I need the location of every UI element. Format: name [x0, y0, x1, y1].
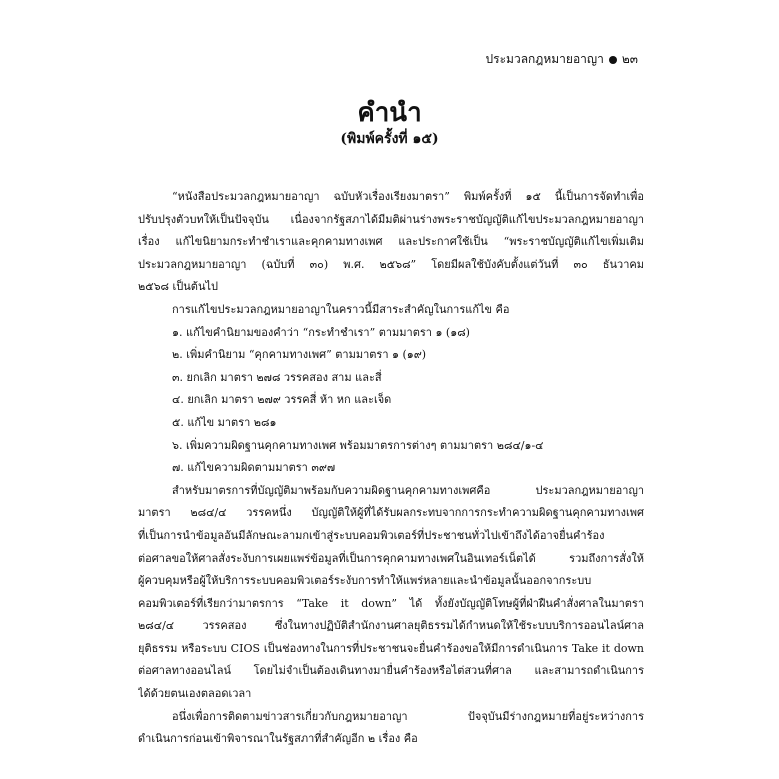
- text-line: ต่อศาลขอให้ศาลสั่งระงับการเผยแพร่ข้อมูลที่เป็นการคุกคามทางเพศในอินเทอร์เน็ตได้ รวมถึงการสั่งให้: [138, 551, 644, 565]
- text-line: ยุติธรรม หรือระบบ CIOS เป็นช่องทางในการที่ประชาชนจะยื่นคำร้องขอให้มีการดำเนินการ Take it down: [138, 641, 644, 655]
- list-item: ๕. แก้ไข มาตรา ๒๘๑: [172, 415, 277, 429]
- running-header-title: ประมวลกฎหมายอาญา: [485, 52, 604, 66]
- text-line: การแก้ไขประมวลกฎหมายอาญาในคราวนี้มีสาระสำคัญในการแก้ไข คือ: [172, 302, 510, 316]
- text-line: อนึ่งเพื่อการติดตามข่าวสารเกี่ยวกับกฎหมายอาญา ปัจจุบันมีร่างกฎหมายที่อยู่ระหว่างการ: [172, 709, 644, 723]
- list-item: ๑. แก้ไขคำนิยามของคำว่า “กระทำชำเรา” ตามมาตรา ๑ (๑๘): [172, 325, 470, 339]
- running-header: [486, 50, 638, 69]
- page-number: ๒๓: [621, 52, 638, 66]
- list-item: ๓. ยกเลิก มาตรา ๒๗๘ วรรคสอง สาม และสี่: [172, 370, 382, 384]
- page-subtitle: (พิมพ์ครั้งที่ ๑๕): [340, 131, 439, 147]
- text-line: เรื่อง แก้ไขนิยามกระทำชำเราและคุกคามทางเพศ และประกาศใช้เป็น “พระราชบัญญัติแก้ไขเพิ่มเติม: [138, 235, 644, 249]
- text-line: “หนังสือประมวลกฎหมายอาญา ฉบับหัวเรื่องเรียงมาตรา” พิมพ์ครั้งที่ ๑๕ นี้เป็นการจัดทำเพื่อ: [172, 190, 644, 203]
- bullet-icon: [609, 56, 617, 64]
- text-line: ดำเนินการก่อนเข้าพิจารณาในรัฐสภาที่สำคัญอีก ๒ เรื่อง คือ: [138, 732, 418, 746]
- preface-body: [138, 186, 644, 751]
- text-line: ที่เป็นการนำข้อมูลอันมีลักษณะลามกเข้าสู่ระบบคอมพิวเตอร์ที่ประชาชนทั่วไปเข้าถึงได้อาจยื่นคำร้อง: [138, 528, 605, 542]
- text-line: ผู้ควบคุมหรือผู้ให้บริการระบบคอมพิวเตอร์ระงับการทำให้แพร่หลายและนำข้อมูลนั้นออกจากระบบ: [138, 574, 592, 588]
- text-line: ปรับปรุงตัวบทให้เป็นปัจจุบัน เนื่องจากรัฐสภาได้มีมติผ่านร่างพระราชบัญญัติแก้ไขประมวลกฎหมายอาญา: [138, 212, 644, 226]
- list-item: ๒. เพิ่มคำนิยาม “คุกคามทางเพศ” ตามมาตรา ๑ (๑๙): [172, 348, 427, 362]
- list-item: ๗. แก้ไขความผิดตามมาตรา ๓๙๗: [172, 461, 336, 475]
- list-item: ๖. เพิ่มความผิดฐานคุกคามทางเพศ พร้อมมาตรการต่างๆ ตามมาตรา ๒๘๔/๑-๔: [172, 438, 544, 452]
- text-line: ๒๕๖๘ เป็นต้นไป: [138, 280, 218, 294]
- text-line: มาตรา ๒๘๔/๔ วรรคหนึ่ง บัญญัติให้ผู้ที่ได้รับผลกระทบจากการกระทำความผิดฐานคุกคามทางเพศ: [138, 506, 644, 520]
- text-line: คอมพิวเตอร์ที่เรียกว่ามาตรการ “Take it down” ได้ ทั้งยังบัญญัติโทษผู้ที่ฝ่าฝืนคำสั่งศาลในมาตรา: [138, 596, 644, 610]
- page-title: คำนำ: [357, 98, 422, 128]
- text-line: สำหรับมาตรการที่บัญญัติมาพร้อมกับความผิดฐานคุกคามทางเพศคือ ประมวลกฎหมายอาญา: [172, 483, 644, 497]
- text-line: ประมวลกฎหมายอาญา (ฉบับที่ ๓๐) พ.ศ. ๒๕๖๘” โดยมีผลใช้บังคับตั้งแต่วันที่ ๓๐ ธันวาคม: [138, 257, 644, 271]
- list-item: ๔. ยกเลิก มาตรา ๒๗๙ วรรคสี่ ห้า หก และเจ็ด: [172, 393, 392, 407]
- text-line: ได้ด้วยตนเองตลอดเวลา: [138, 687, 252, 701]
- text-line: ต่อศาลทางออนไลน์ โดยไม่จำเป็นต้องเดินทางมายื่นคำร้องหรือไต่สวนที่ศาล และสามารถดำเนินการ: [138, 664, 644, 678]
- text-line: ๒๘๔/๔ วรรคสอง ซึ่งในทางปฏิบัติสำนักงานศาลยุติธรรมได้กำหนดให้ใช้ระบบบริการออนไลน์ศาล: [138, 619, 644, 633]
